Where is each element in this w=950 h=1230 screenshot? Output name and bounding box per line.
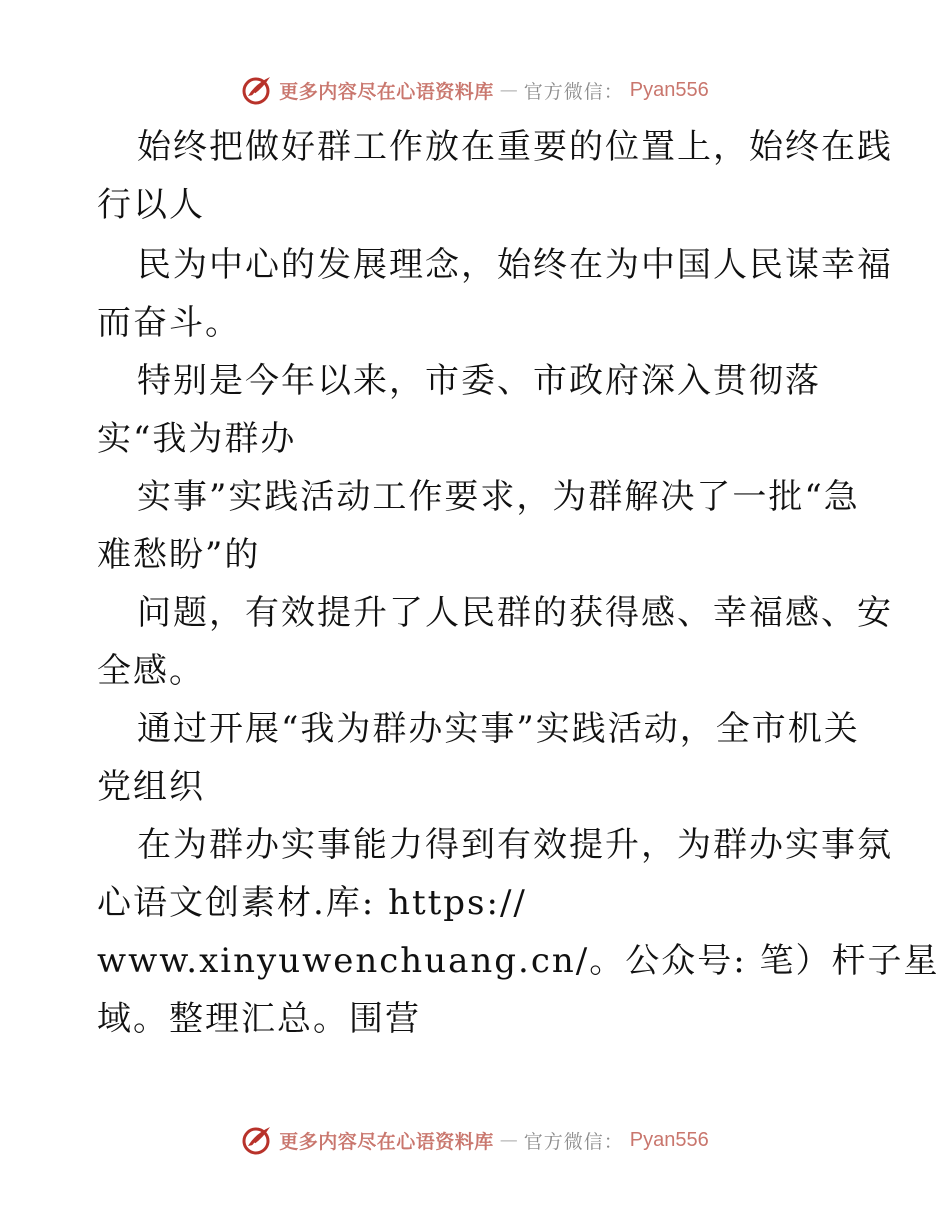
body-line: 难愁盼”的 [97, 535, 261, 575]
header-wechat-label: 官方微信： [523, 80, 624, 103]
footer-separator: — [499, 1129, 518, 1151]
body-line: 全感。 [97, 651, 205, 691]
footer-wechat-id: Pyan556 [629, 1128, 709, 1151]
body-line: 行以人 [97, 185, 205, 225]
body-line: 党组织 [97, 767, 205, 807]
body-line: 民为中心的发展理念，始终在为中国人民谋幸福 [137, 245, 893, 285]
body-line: 域。整理汇总。围营 [97, 999, 421, 1039]
header-separator: — [499, 79, 518, 101]
body-line: 通过开展“我为群办实事”实践活动，全市机关 [137, 709, 860, 749]
footer-watermark [0, 1120, 950, 1160]
quill-logo-icon [241, 1124, 273, 1156]
quill-logo-icon [241, 74, 273, 106]
body-line: 在为群办实事能力得到有效提升，为群办实事氛 [137, 825, 893, 865]
body-line: 问题，有效提升了人民群的获得感、幸福感、安 [137, 593, 893, 633]
body-line: 实事”实践活动工作要求，为群解决了一批“急 [137, 477, 860, 517]
body-line: 而奋斗。 [97, 303, 241, 343]
header-brand-text: 更多内容尽在心语资料库 [279, 80, 494, 103]
header-wechat-id: Pyan556 [629, 78, 709, 101]
footer-wechat-label: 官方微信： [523, 1130, 624, 1153]
body-line: 心语文创素材.库: https:// [97, 883, 527, 923]
body-line: www.xinyuwenchuang.cn/。公众号: 笔）杆子星 [97, 941, 940, 981]
header-watermark [0, 70, 950, 110]
footer-brand-text: 更多内容尽在心语资料库 [279, 1130, 494, 1153]
body-line: 始终把做好群工作放在重要的位置上，始终在践 [137, 127, 893, 167]
body-line: 实“我为群办 [97, 419, 297, 459]
body-line: 特别是今年以来，市委、市政府深入贯彻落 [137, 361, 821, 401]
